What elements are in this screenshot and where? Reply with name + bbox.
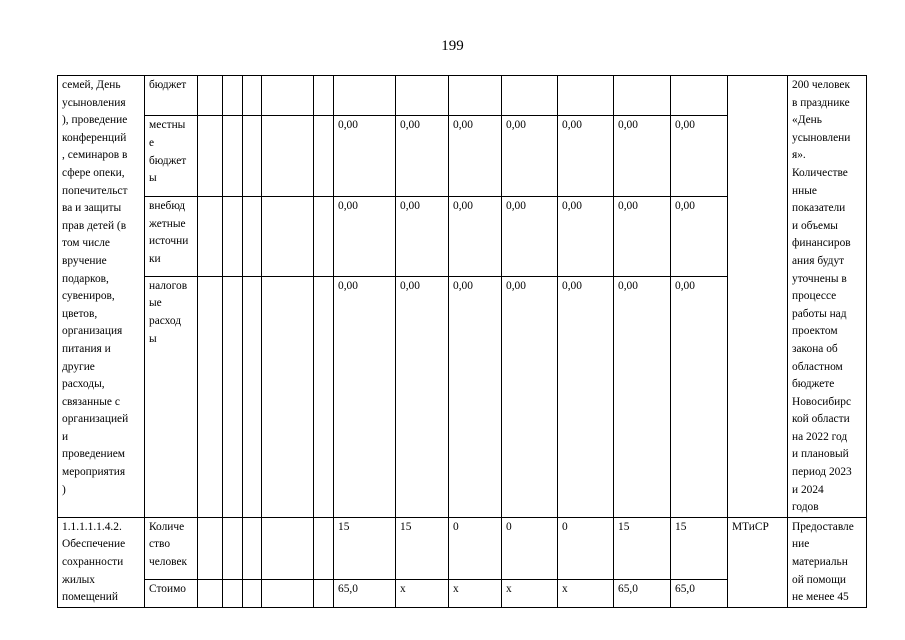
event-name-cell — [58, 76, 145, 518]
value-cell: 0,00 — [334, 116, 396, 197]
value-cell: 0,00 — [614, 197, 671, 277]
value-cell: 0 — [558, 517, 614, 579]
value-cell: 0,00 — [502, 276, 558, 517]
result-text: 200 человек в празднике «День усыновлени я». Количестве нные показатели и объемы финансиров ания будут уточнены в процессе работы над проектом закона об областном бюджете Новосибирс кой области на 2022 год и плановый период 2023 и 2024 годов — [792, 79, 852, 514]
value-cell — [614, 76, 671, 116]
value-cell — [558, 76, 614, 116]
indicator-label-cell: Количе ство человек — [145, 517, 198, 579]
value-cell: 65,0 — [334, 579, 396, 607]
value-cell: 15 — [334, 517, 396, 579]
value-cell: 0 — [449, 517, 502, 579]
event-name-cell: 1.1.1.1.1.4.2. Обеспечение сохранности жилых помещений — [58, 517, 145, 607]
page-number: 199 — [441, 38, 464, 54]
value-cell: 15 — [396, 517, 449, 579]
value-cell: 0,00 — [396, 197, 449, 277]
source-label-budget: бюджет — [149, 79, 187, 91]
table-row — [58, 517, 867, 579]
value-cell: 0,00 — [671, 276, 728, 517]
value-cell: 65,0 — [671, 579, 728, 607]
value-cell: 0,00 — [334, 276, 396, 517]
value-cell: 0,00 — [502, 197, 558, 277]
value-cell: 0 — [502, 517, 558, 579]
value-cell — [396, 76, 449, 116]
source-label-cell — [145, 76, 198, 116]
value-cell: 0,00 — [671, 197, 728, 277]
value-cell: 0,00 — [558, 276, 614, 517]
value-cell: 15 — [671, 517, 728, 579]
value-cell: 0,00 — [334, 197, 396, 277]
value-cell: 0,00 — [558, 197, 614, 277]
value-cell: 0,00 — [671, 116, 728, 197]
value-cell: х — [449, 579, 502, 607]
executor-cell: МТиСР — [728, 517, 788, 607]
program-table — [57, 75, 867, 608]
source-label-cell: местны е бюджет ы — [145, 116, 198, 197]
value-cell: х — [502, 579, 558, 607]
value-cell: 65,0 — [614, 579, 671, 607]
result-cell: Предоставле ние материальн ой помощи не менее 45 — [788, 517, 867, 607]
value-cell: 0,00 — [558, 116, 614, 197]
value-cell — [334, 76, 396, 116]
value-cell: 0,00 — [396, 116, 449, 197]
value-cell — [502, 76, 558, 116]
indicator-label-cell: Стоимо — [145, 579, 198, 607]
executor-cell — [728, 76, 788, 518]
value-cell: 0,00 — [449, 116, 502, 197]
source-label-cell: налогов ые расход ы — [145, 276, 198, 517]
event-name-text: семей, День усыновления ), проведение конференций , семинаров в сфере опеки, попечительст ва и защиты прав детей (в том числе вручение подарков, сувениров, цветов, организация питания и другие расходы, связанные с организацией и проведением мероприятия ) — [62, 79, 129, 496]
value-cell: х — [396, 579, 449, 607]
value-cell: 0,00 — [614, 276, 671, 517]
result-cell — [788, 76, 867, 518]
value-cell — [449, 76, 502, 116]
value-cell: 0,00 — [614, 116, 671, 197]
value-cell: 0,00 — [449, 276, 502, 517]
value-cell: 0,00 — [396, 276, 449, 517]
table-row — [58, 76, 867, 116]
value-cell: х — [558, 579, 614, 607]
value-cell — [671, 76, 728, 116]
source-label-cell: внебюд жетные источни ки — [145, 197, 198, 277]
value-cell: 15 — [614, 517, 671, 579]
value-cell: 0,00 — [502, 116, 558, 197]
value-cell: 0,00 — [449, 197, 502, 277]
